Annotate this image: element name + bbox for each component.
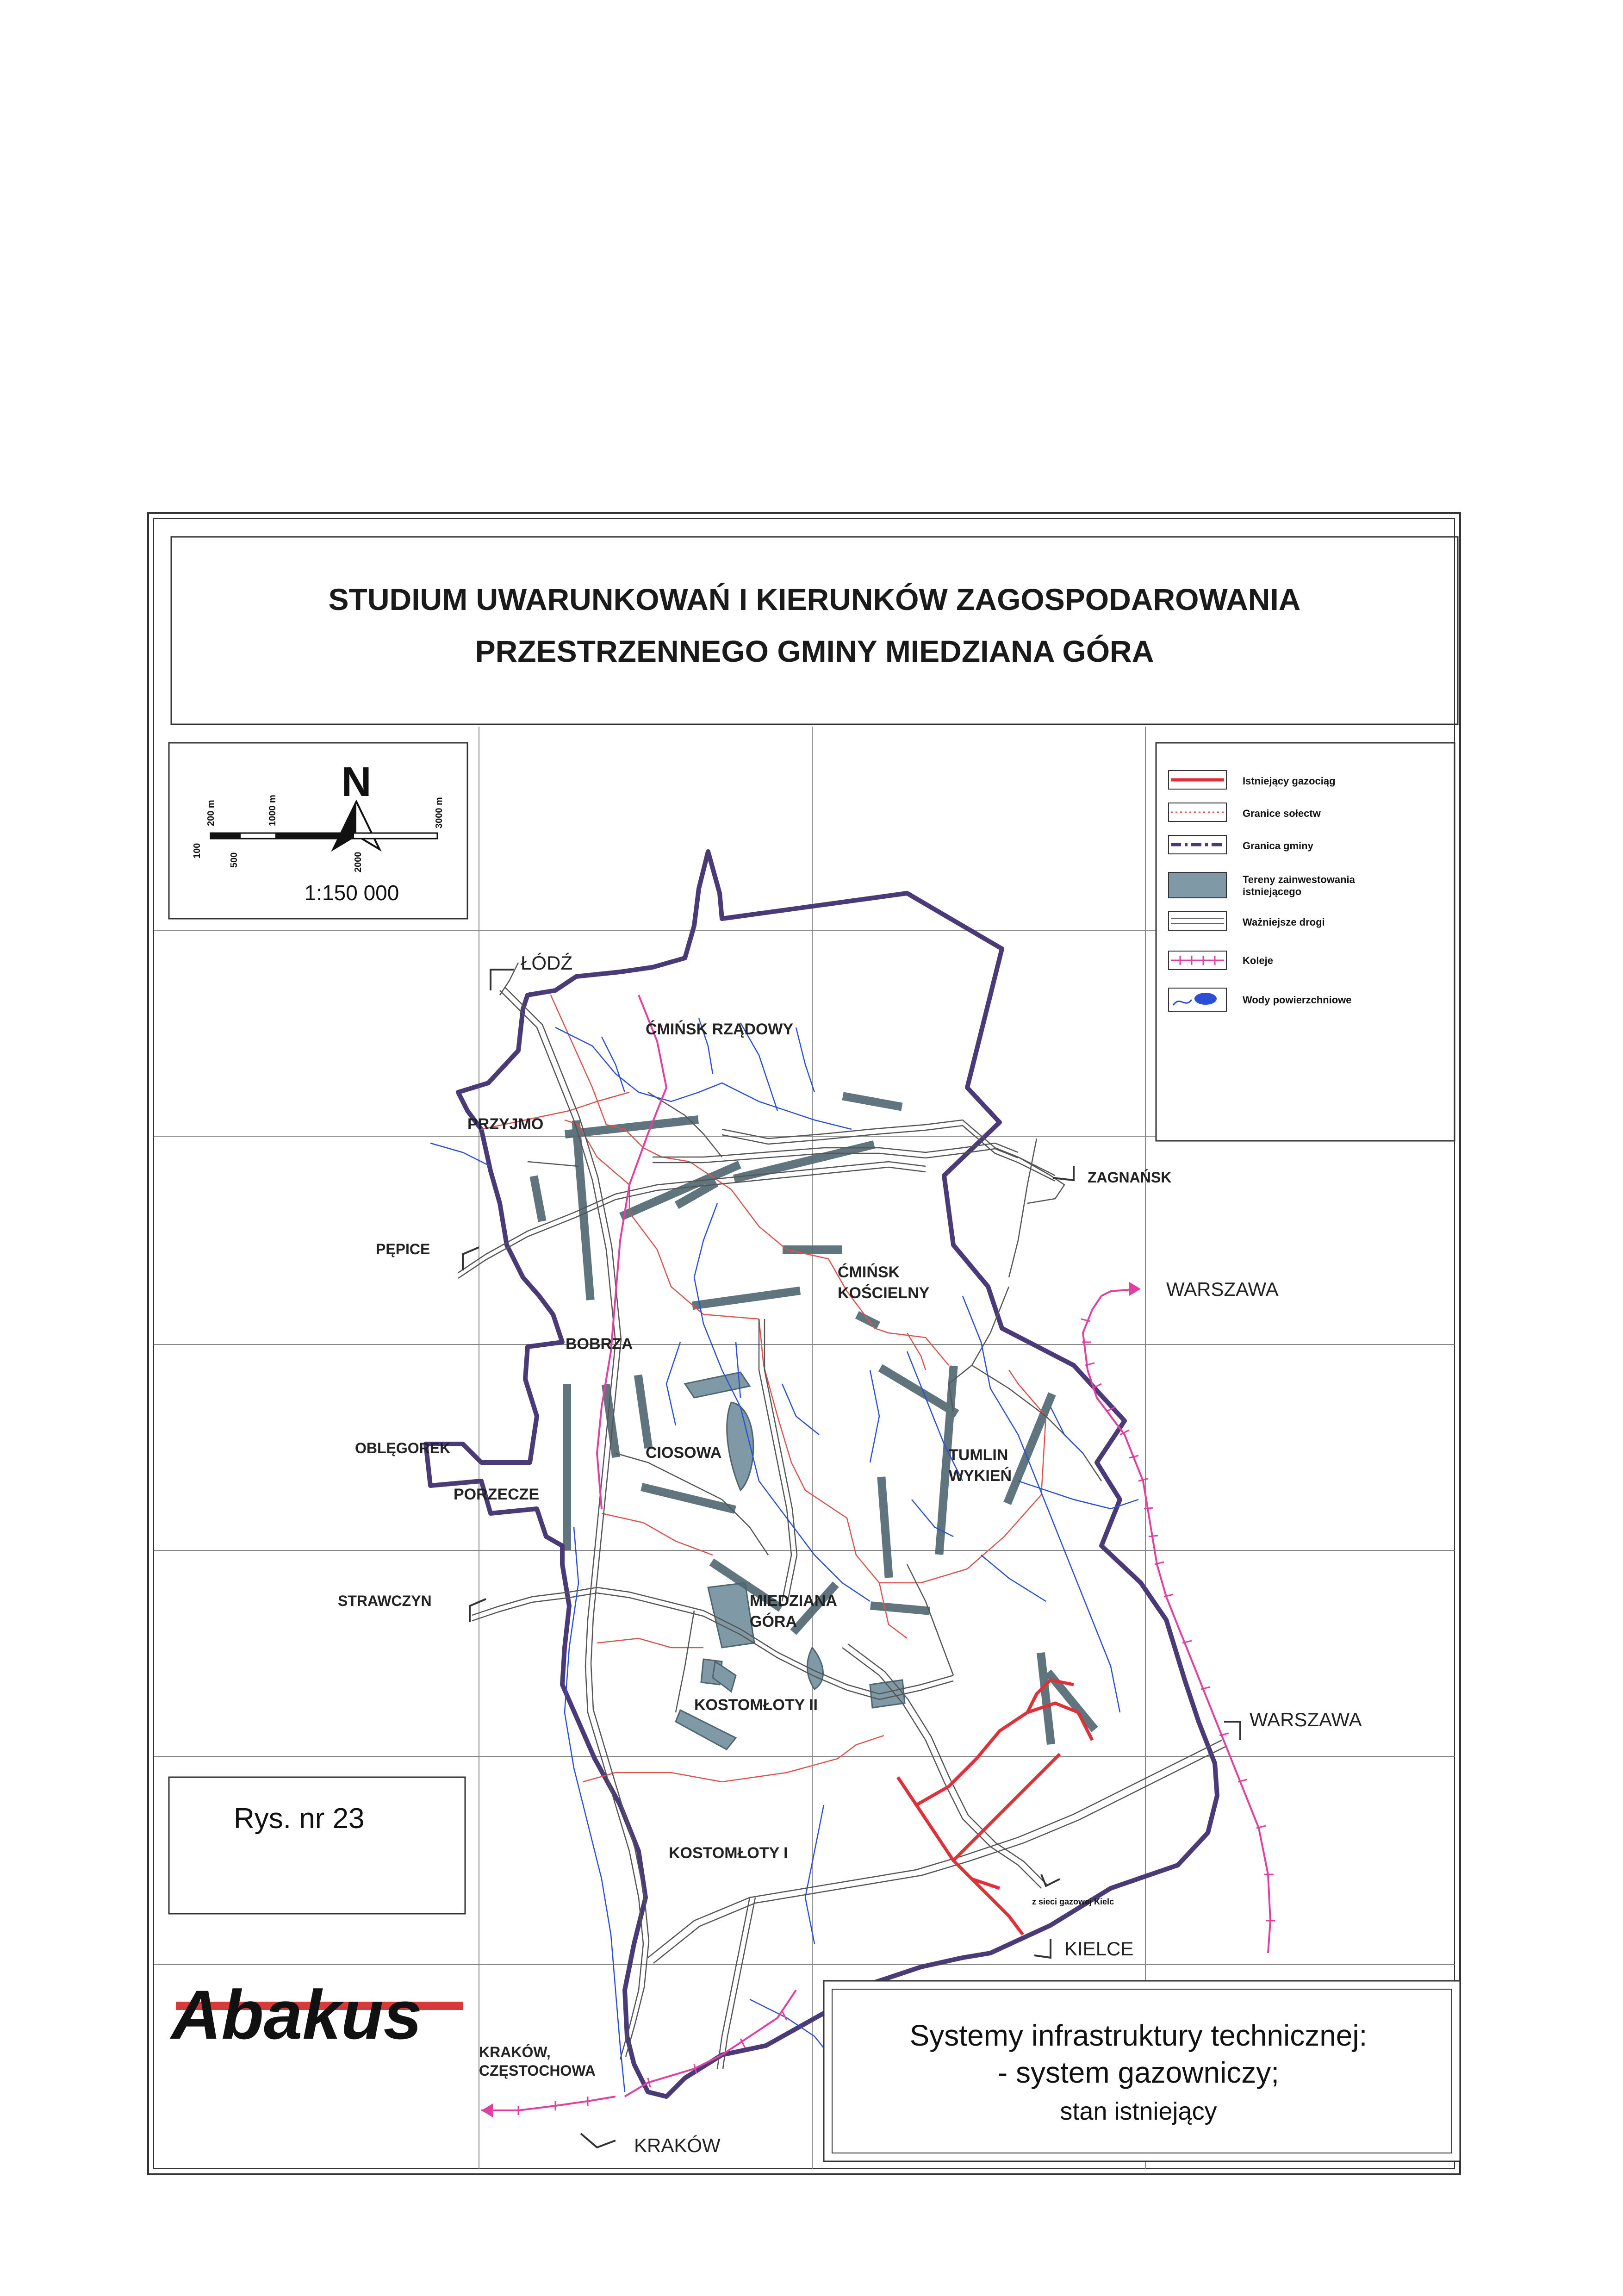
scale-tick-1000: 1000 m (267, 795, 278, 826)
dir-zagnansk: ZAGNAŃSK (1088, 1169, 1172, 1186)
system-line1: Systemy infrastruktury technicznej: (909, 2019, 1368, 2052)
dir-lodz: ŁÓDŹ (521, 952, 573, 974)
title-box (171, 537, 1458, 724)
drawing-number-box (169, 1777, 465, 1914)
arrow-krakow-icon (581, 2134, 616, 2147)
dir-krakow: KRAKÓW (634, 2134, 721, 2156)
place-tumlin-2: WYKIEŃ (949, 1467, 1012, 1485)
place-cminsk-koscielny-1: ĆMIŃSK (838, 1263, 900, 1281)
gas-source-note: z sieci gazowej Kielc (1032, 1897, 1114, 1906)
scale-tick-200: 200 m (206, 800, 216, 826)
commune-boundary (426, 852, 1217, 2097)
dir-pepice: PĘPICE (376, 1241, 430, 1257)
legend-water-label: Wody powierzchniowe (1243, 994, 1352, 1006)
scale-tick-2000: 2000 (353, 852, 363, 872)
legend-box (1156, 743, 1455, 1141)
dir-krakow-czestochowa-1: KRAKÓW, (479, 2044, 551, 2060)
title-line1: STUDIUM UWARUNKOWAŃ I KIERUNKÓW ZAGOSPODAROWANIA (328, 582, 1301, 616)
legend-gas-label: Istniejący gazociąg (1243, 775, 1336, 787)
legend-village-boundary-label: Granice sołectw (1243, 808, 1321, 819)
abakus-logo (169, 1976, 463, 2053)
scale-ratio: 1:150 000 (304, 881, 399, 905)
dir-warszawa-road: WARSZAWA (1250, 1709, 1362, 1730)
system-box (824, 1981, 1460, 2161)
dir-strawczyn: STRAWCZYN (338, 1593, 432, 1609)
scale-tick-3000: 3000 m (434, 797, 444, 828)
gas-pipeline (898, 1680, 1092, 1935)
place-miedziana-2: GÓRA (750, 1613, 797, 1630)
place-kostomloty-i: KOSTOMŁOTY I (669, 1844, 788, 1862)
scale-box (169, 743, 467, 919)
place-tumlin-1: TUMLIN (949, 1446, 1008, 1464)
rail-arrow-krakow-icon (481, 2103, 493, 2117)
legend-road-label: Ważniejsze drogi (1243, 916, 1325, 928)
arrow-kielce-icon (1034, 1939, 1051, 1958)
legend-commune-boundary-label: Granica gminy (1243, 840, 1313, 852)
scale-tick-100: 100 (192, 843, 202, 859)
arrow-warszawa-road-icon (1224, 1722, 1240, 1740)
scale-tick-500: 500 (229, 852, 239, 868)
place-porzecze: PORZECZE (454, 1486, 540, 1503)
drawing-number: Rys. nr 23 (234, 1803, 365, 1835)
dir-oblegorek: OBLĘGOREK (355, 1440, 451, 1456)
place-cminsk-rzadowy: ĆMIŃSK RZĄDOWY (646, 1020, 794, 1038)
place-cminsk-koscielny-2: KOŚCIELNY (838, 1284, 930, 1302)
arrow-zagnansk-icon (1053, 1166, 1074, 1180)
place-ciosowa: CIOSOWA (646, 1444, 722, 1462)
legend-developed-label-1: Tereny zainwestowania (1243, 874, 1355, 885)
place-kostomloty-ii: KOSTOMŁOTY II (694, 1696, 818, 1714)
dir-warszawa-rail: WARSZAWA (1166, 1278, 1279, 1300)
arrow-pepice-icon (463, 1247, 479, 1270)
place-bobrza: BOBRZA (566, 1335, 633, 1353)
rail-arrow-warszawa-icon (1129, 1282, 1141, 1296)
arrow-gas-source-icon (1041, 1874, 1060, 1886)
legend-developed-label-2: istniejącego (1243, 886, 1302, 897)
dir-krakow-czestochowa-2: CZĘSTOCHOWA (479, 2062, 596, 2079)
dir-kielce: KIELCE (1064, 1938, 1134, 1960)
logo-text: Abakus (171, 1976, 422, 2053)
place-miedziana-1: MIEDZIANA (750, 1592, 837, 1610)
title-line2: PRZESTRZENNEGO GMINY MIEDZIANA GÓRA (475, 634, 1154, 668)
system-line3: stan istniejący (1060, 2097, 1217, 2125)
north-label: N (341, 759, 372, 805)
system-line2: - system gazowniczy; (997, 2056, 1280, 2089)
legend-railway-label: Koleje (1243, 955, 1274, 966)
place-przyjmo: PRZYJMO (467, 1115, 544, 1133)
legend-developed-symbol (1169, 872, 1226, 898)
